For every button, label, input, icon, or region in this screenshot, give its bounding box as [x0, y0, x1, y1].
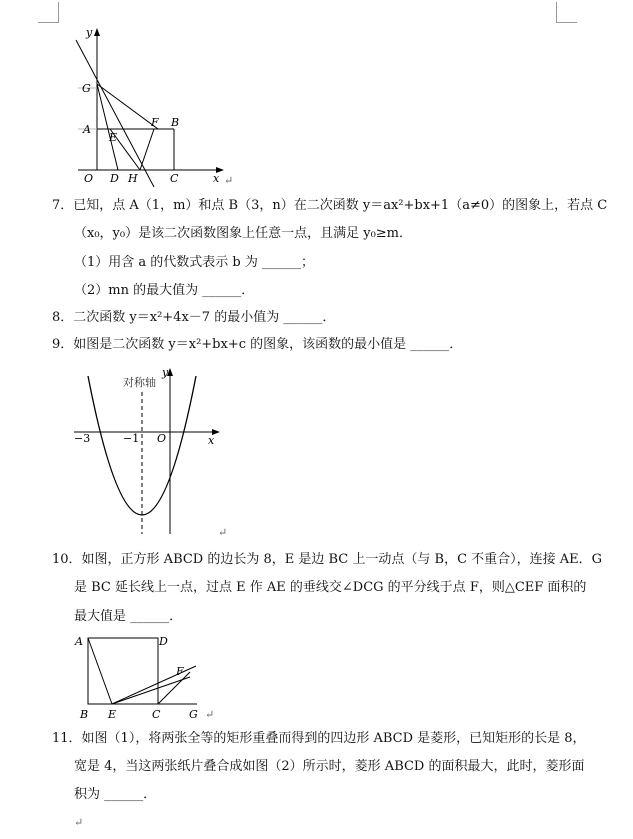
q7-part2: （2）mn 的最大值为 ______．: [74, 283, 255, 298]
q7-part1: （1）用含 a 的代数式表示 b 为 ______；: [74, 255, 315, 270]
figure-2-parabola: [68, 364, 238, 540]
label-A: A: [83, 123, 91, 136]
label-B: B: [171, 116, 180, 129]
label-C: C: [170, 172, 179, 185]
label-H: H: [128, 172, 138, 185]
parabola-curve: [88, 376, 196, 515]
label-E: E: [108, 708, 117, 721]
label-O: O: [157, 432, 167, 445]
q11-line1: 11．如图（1），将两张全等的矩形重叠而得到的四边形 ABCD 是菱形，已知矩形的长是 8，: [52, 731, 586, 746]
label-B: B: [80, 708, 89, 721]
label-x: x: [208, 434, 215, 447]
q11-line3: 积为 ______．: [74, 787, 157, 802]
q7-line1: 7．已知，点 A（1，m）和点 B（3，n）在二次函数 y＝ax²+bx+1（a≠0）的图象上，若点 C: [52, 198, 608, 213]
figure-3-square: [72, 630, 222, 722]
label-A: A: [75, 635, 83, 648]
label-C: C: [152, 708, 161, 721]
q10-line2: 是 BC 延长线上一点，过点 E 作 AE 的垂线交∠DCG 的平分线于点 F，则△CEF 面积的: [74, 580, 587, 595]
segment-F-H: [140, 129, 154, 170]
label-minus3: −3: [74, 432, 91, 445]
segment-EF: [112, 677, 190, 704]
label-F: F: [176, 665, 184, 678]
return-mark: ↵: [205, 708, 215, 721]
q10-line1: 10．如图，正方形 ABCD 的边长为 8，E 是边 BC 上一动点（与 B，C 不重合），连接 AE．G: [52, 552, 603, 567]
return-mark: ↵: [224, 174, 234, 187]
q9-text: 9．如图是二次函数 y＝x²+bx+c 的图象，该函数的最小值是 ______．: [52, 337, 463, 352]
line-through-G-steep: [76, 40, 154, 187]
q10-line3: 最大值是 ______．: [74, 609, 183, 624]
label-y: y: [86, 26, 93, 39]
q7-line2: （x₀，y₀）是该二次函数图象上任意一点，且满足 y₀≥m．: [74, 226, 413, 241]
return-mark: ↵: [218, 526, 228, 539]
label-O: O: [84, 172, 94, 185]
crop-mark-top-right: [556, 2, 577, 23]
segment-AE: [88, 638, 112, 704]
label-axis-of-symmetry: 对称轴: [123, 376, 156, 389]
label-minus1: −1: [123, 432, 140, 445]
label-D: D: [159, 635, 168, 648]
q8-text: 8．二次函数 y＝x²+4x－7 的最小值为 ______．: [52, 310, 336, 325]
label-E: E: [109, 131, 118, 144]
crop-mark-top-left: [38, 2, 59, 23]
q11-line2: 宽是 4，当这两张纸片叠合成如图（2）所示时，菱形 ABCD 的面积最大，此时，菱形面: [74, 759, 585, 774]
label-F: F: [151, 116, 159, 129]
label-y: y: [162, 366, 169, 379]
y-axis-arrow: [94, 28, 100, 36]
segment-CF-bisector: [158, 672, 190, 704]
label-D: D: [110, 172, 119, 185]
label-G: G: [82, 82, 91, 95]
figure-1-coordinate-diagram: [70, 22, 240, 190]
label-x: x: [213, 172, 220, 185]
square-ABCD: [88, 638, 158, 704]
label-G: G: [189, 708, 198, 721]
return-mark: ↵: [74, 816, 84, 829]
